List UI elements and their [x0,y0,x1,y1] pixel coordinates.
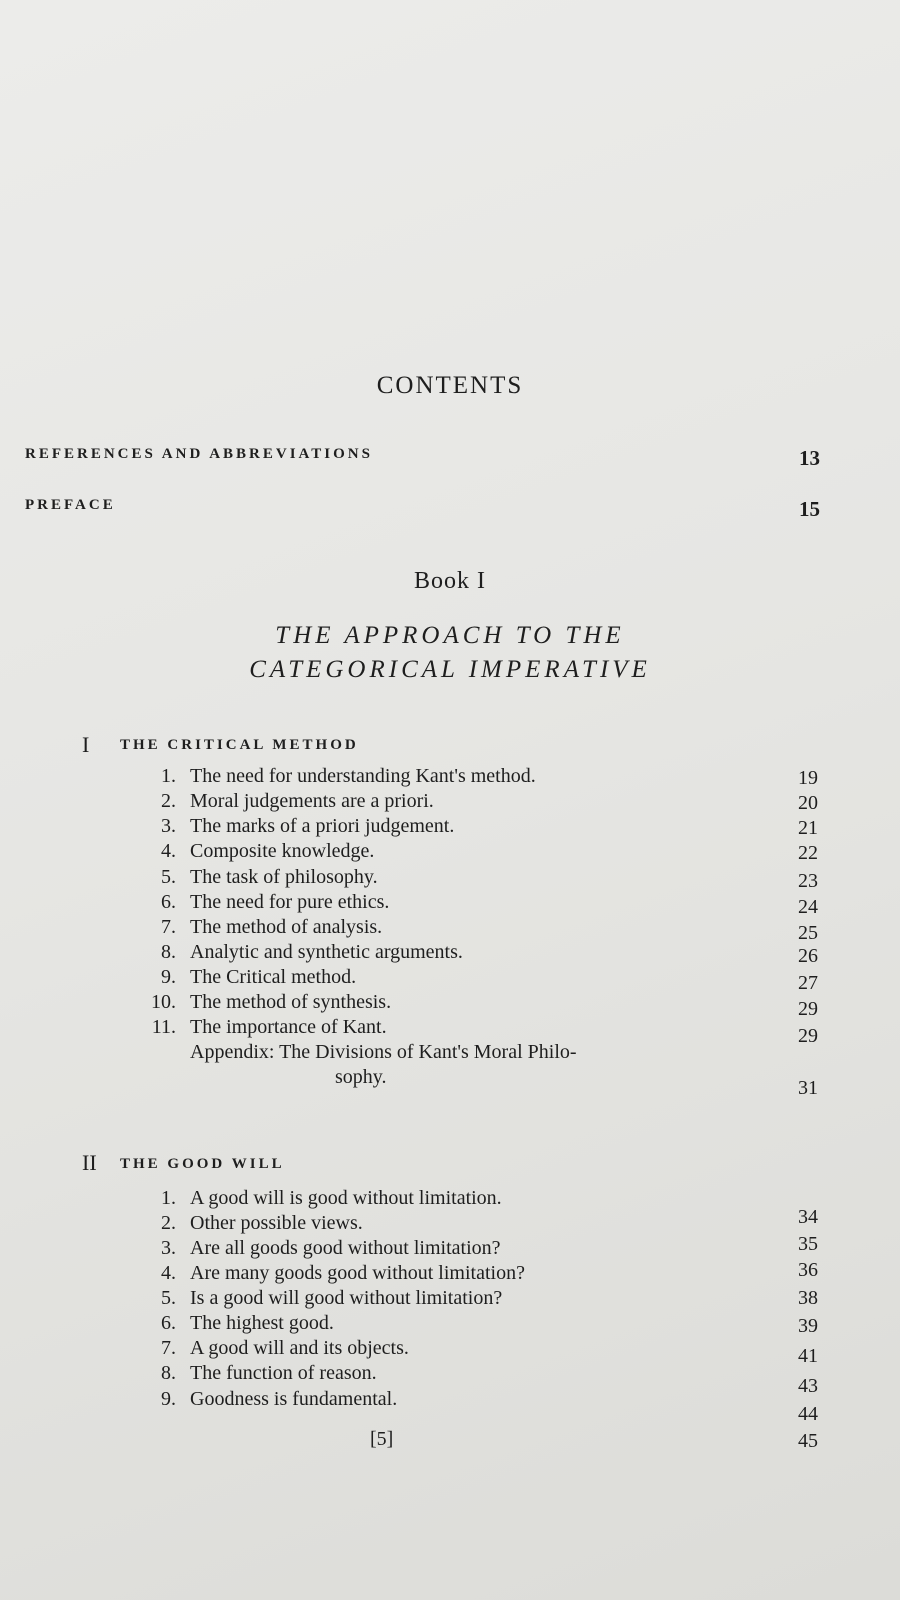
entry-number: 1. [161,1187,176,1209]
entry-page: 24 [798,896,818,918]
entry-number: 5. [161,866,176,888]
entry-page: 39 [798,1315,818,1337]
entry-number: 8. [161,1362,176,1384]
entry-text: The highest good. [190,1312,334,1334]
chapter-number: II [82,1150,97,1175]
entry-text: The method of synthesis. [190,991,392,1013]
appendix-line-2: sophy. [335,1066,387,1088]
entry-text: Moral judgements are a priori. [190,790,434,812]
entry-text: The need for pure ethics. [190,891,390,913]
entry-number: 7. [161,916,176,938]
entry-number: 11. [151,1016,176,1038]
front-matter-page: 15 [799,497,820,521]
entry-number: 1. [161,765,176,787]
entry-text: A good will is good without limitation. [190,1187,502,1209]
entry-number: 6. [161,891,176,913]
entry-text: The task of philosophy. [190,866,378,888]
entry-number: 7. [161,1337,176,1359]
entry-number: 6. [161,1312,176,1334]
entry-number: 5. [161,1287,176,1309]
entry-page: 35 [798,1233,818,1255]
entry-number: 2. [161,1212,176,1234]
entry-page: 41 [798,1345,818,1367]
entry-text: The marks of a priori judgement. [190,815,455,837]
entry-page: 21 [798,817,818,839]
page-folio: [5] [370,1428,394,1450]
entry-text: A good will and its objects. [190,1337,409,1359]
entry-text: Are all goods good without limitation? [190,1237,501,1259]
entry-text: Are many goods good without limitation? [190,1262,525,1284]
entry-page: 26 [798,945,818,967]
entry-page: 34 [798,1206,818,1228]
appendix-page: 31 [798,1077,818,1099]
entry-text: The function of reason. [190,1362,377,1384]
entry-number: 3. [161,1237,176,1259]
chapter-title: THE CRITICAL METHOD [120,737,359,753]
entry-text: Goodness is fundamental. [190,1388,398,1410]
entry-page: 23 [798,870,818,892]
entry-page: 27 [798,972,818,994]
entry-page: 44 [798,1403,818,1425]
entry-text: Other possible views. [190,1212,363,1234]
entry-page: 36 [798,1259,818,1281]
entry-number: 9. [161,1388,176,1410]
entry-number: 9. [161,966,176,988]
entry-page: 43 [798,1375,818,1397]
entry-text: The need for understanding Kant's method. [190,765,536,787]
entry-text: The Critical method. [190,966,357,988]
entry-page: 22 [798,842,818,864]
entry-page: 25 [798,922,818,944]
book-label: Book I [414,568,486,594]
entry-page: 45 [798,1430,818,1452]
entry-text: Analytic and synthetic arguments. [190,941,463,963]
entry-number: 8. [161,941,176,963]
front-matter-label: PREFACE [25,497,116,513]
front-matter-label: REFERENCES AND ABBREVIATIONS [25,446,373,462]
chapter-title: THE GOOD WILL [120,1156,285,1172]
entry-text: Is a good will good without limitation? [190,1287,503,1309]
entry-number: 3. [161,815,176,837]
entry-text: The method of analysis. [190,916,383,938]
contents-heading: CONTENTS [376,372,524,399]
entry-number: 4. [161,1262,176,1284]
entry-page: 29 [798,998,818,1020]
front-matter-page: 13 [799,446,820,470]
entry-page: 29 [798,1025,818,1047]
appendix-line-1: Appendix: The Divisions of Kant's Moral Philo- [190,1041,577,1063]
entry-page: 38 [798,1287,818,1309]
entry-number: 2. [161,790,176,812]
entry-page: 19 [798,767,818,789]
entry-text: The importance of Kant. [190,1016,387,1038]
chapter-number: I [82,732,90,757]
entry-number: 4. [161,840,176,862]
entry-page: 20 [798,792,818,814]
book-title-line-2: CATEGORICAL IMPERATIVE [249,656,651,683]
book-title-line-1: THE APPROACH TO THE [275,622,625,649]
entry-text: Composite knowledge. [190,840,375,862]
entry-number: 10. [151,991,176,1013]
